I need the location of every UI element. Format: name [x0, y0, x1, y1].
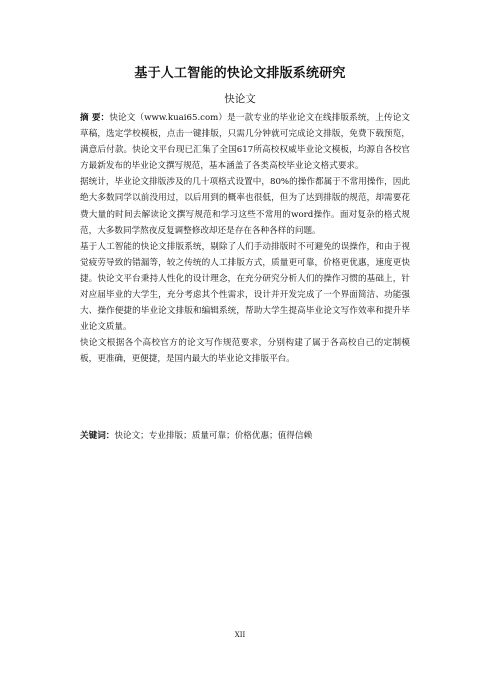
abstract-paragraph-4: 快论文根据各个高校官方的论文写作规范要求，分别构建了属于各高校自己的定制模板，更准确，更便捷，是国内最大的毕业论文排版平台。 [80, 338, 410, 365]
paragraph-text: 快论文（www.kuai65.com）是一款专业的毕业论文在线排版系统，上传论文草稿，选定学校模板，点击一键排版，只需几分钟就可完成论文排版，免费下载预览，满意后付款。快论文平台现已汇集了全国617所高校权威毕业论文模板，均源自各校官方最新发布的毕业论文撰写规范，基本涵盖了各类高校毕业论文格式要求。 [80, 113, 411, 172]
abstract-paragraph-3: 基于人工智能的快论文排版系统，剔除了人们手动排版时不可避免的误操作，和由于视觉疲劳导致的错漏等，较之传统的人工排版方式，质量更可靠，价格更优惠，速度更快捷。快论文平台秉持人性化的设计理念，在充分研究分析人们的操作习惯的基础上，针对应届毕业的大学生，充分考虑其个性需求，设计并开发完成了一个界面简洁、功能强大、操作便捷的毕业论文排版和编辑系统，帮助大学生提高毕业论文写作效率和提升毕业论文质量。 [80, 241, 410, 333]
keywords-text: 快论文；专业排版；质量可靠；价格优惠；值得信赖 [114, 431, 313, 441]
paper-title: 基于人工智能的快论文排版系统研究 [134, 66, 346, 81]
keywords-line [80, 428, 410, 444]
abstract-paragraph-2: 据统计，毕业论文排版涉及的几十项格式设置中，80%的操作都属于不常用操作，因此绝大多数同学以前没用过，以后用到的概率也很低，但为了达到排版的规范，却需要花费大量的时间去解读论文撰写规范和学习这些不常用的word操作。面对复杂的格式规范，大多数同学熬夜反复调整修改却还是存在各种各样的问题。 [80, 177, 410, 236]
keywords-label: 关键词： [80, 431, 115, 441]
abstract-body [80, 110, 410, 368]
author-name: 快论文 [224, 93, 256, 105]
abstract-label: 摘 要： [80, 113, 110, 123]
page-number: XII [234, 631, 246, 639]
abstract-paragraph-1 [80, 110, 410, 174]
